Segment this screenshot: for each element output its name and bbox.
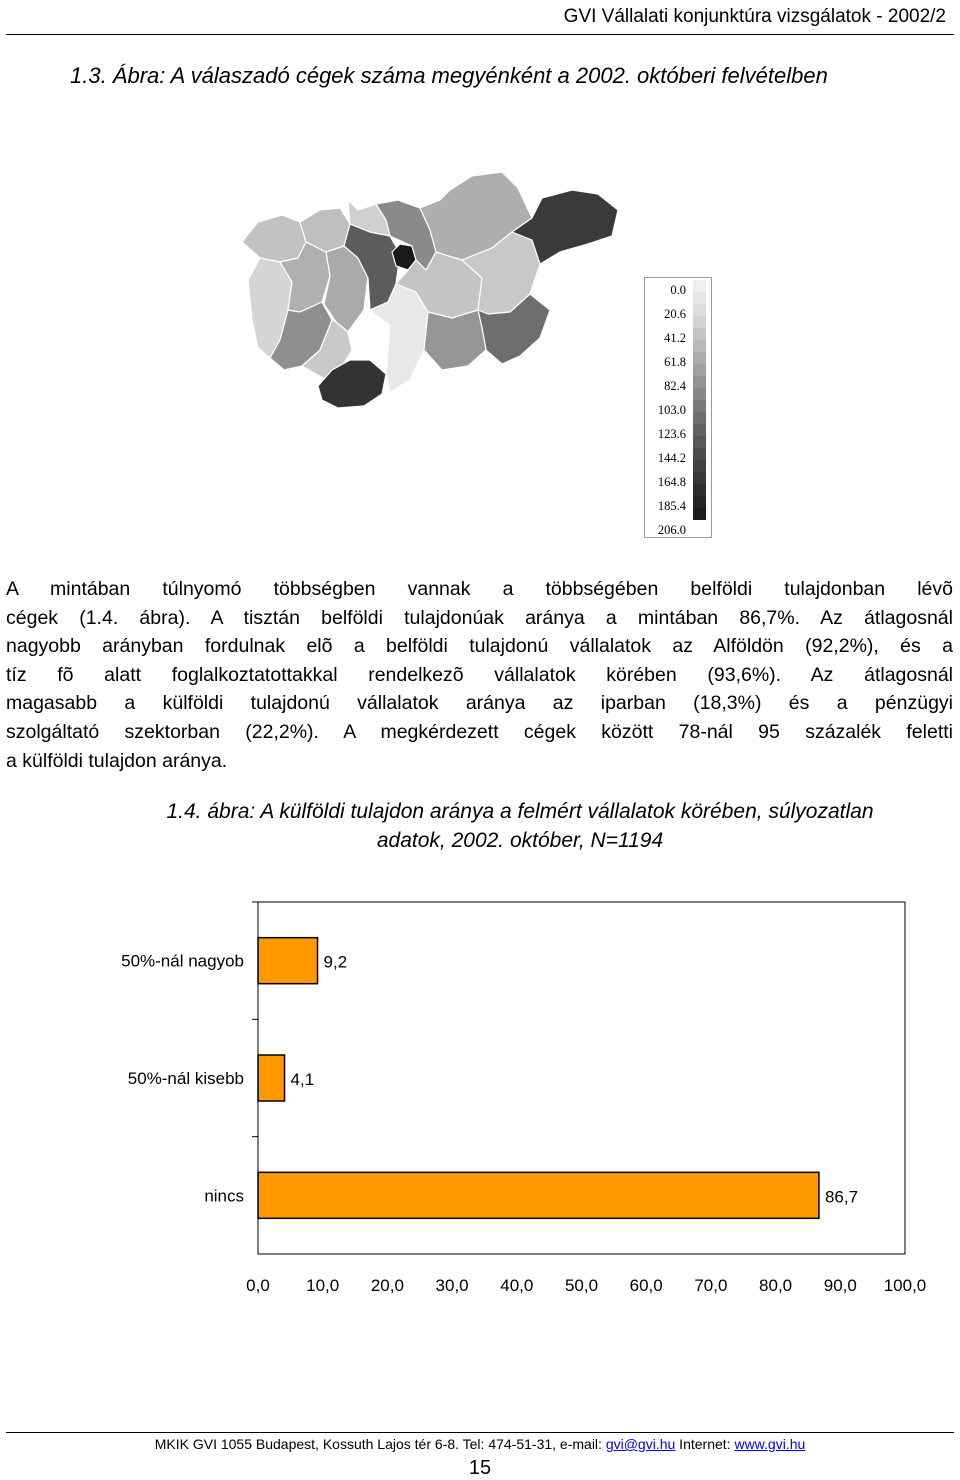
legend-swatch bbox=[693, 352, 706, 364]
paragraph-line: tíz fõ alatt foglalkoztatottakkal rendelkezõ vállalatok körében (93,6%). Az átlagosnál bbox=[6, 663, 953, 686]
map-legend bbox=[644, 277, 712, 538]
legend-swatch bbox=[693, 448, 706, 460]
legend-label: 206.0 bbox=[657, 523, 686, 537]
footer-internet-label: Internet: bbox=[675, 1436, 735, 1452]
legend-label: 41.2 bbox=[664, 331, 686, 345]
legend-swatch bbox=[693, 412, 706, 424]
paragraph-line: szolgáltató szektorban (22,2%). A megkérdezett cégek között 78-nál 95 százalék feletti bbox=[6, 720, 953, 743]
x-tick-label: 0,0 bbox=[246, 1276, 270, 1295]
paragraph-line: a külföldi tulajdon aránya. bbox=[6, 749, 228, 772]
x-tick-label: 20,0 bbox=[370, 1276, 404, 1295]
bar bbox=[258, 1055, 285, 1101]
legend-swatch bbox=[693, 280, 706, 292]
legend-color-ramp bbox=[693, 280, 706, 520]
legend-swatch bbox=[693, 472, 706, 484]
legend-label: 0.0 bbox=[670, 283, 686, 297]
x-tick-label: 100,0 bbox=[883, 1276, 927, 1295]
legend-swatch bbox=[693, 460, 706, 472]
footer-web-link[interactable]: www.gvi.hu bbox=[734, 1436, 806, 1452]
legend-swatch bbox=[693, 424, 706, 436]
legend-label: 185.4 bbox=[657, 499, 686, 513]
footer bbox=[0, 1436, 960, 1452]
x-tick-label: 80,0 bbox=[759, 1276, 793, 1295]
legend-label: 82.4 bbox=[664, 379, 686, 393]
legend-swatch bbox=[693, 292, 706, 304]
paragraph-line: magasabb a külföldi tulajdonú vállalatok aránya az iparban (18,3%) és a pénzügyi bbox=[6, 692, 953, 715]
legend-swatch bbox=[693, 508, 706, 520]
legend-swatch bbox=[693, 304, 706, 316]
legend-labels bbox=[645, 282, 686, 546]
running-header: GVI Vállalati konjunktúra vizsgálatok - 2002/2 bbox=[563, 6, 946, 27]
footer-email-link[interactable]: gvi@gvi.hu bbox=[605, 1436, 676, 1452]
category-label: 50%-nál kisebb bbox=[127, 1069, 244, 1088]
legend-label: 144.2 bbox=[657, 451, 686, 465]
paragraph-line: cégek (1.4. ábra). A tisztán belföldi tulajdonúak aránya a mintában 86,7%. Az átlagosnál bbox=[6, 606, 953, 629]
x-tick-label: 60,0 bbox=[629, 1276, 663, 1295]
county-csongrad bbox=[424, 310, 486, 370]
paragraph-line: A mintában túlnyomó többségben vannak a többségében belföldi tulajdonban lévõ bbox=[6, 578, 953, 600]
legend-label: 61.8 bbox=[664, 355, 686, 369]
data-label: 9,2 bbox=[323, 952, 348, 972]
figure2-title-line1: 1.4. ábra: A külföldi tulajdon aránya a felmért vállalatok körében, súlyozatlan bbox=[166, 800, 874, 823]
hungary-choropleth bbox=[240, 160, 640, 420]
legend-swatch bbox=[693, 328, 706, 340]
data-label: 4,1 bbox=[290, 1070, 315, 1089]
x-tick-label: 40,0 bbox=[500, 1276, 534, 1295]
x-tick-label: 50,0 bbox=[564, 1276, 599, 1295]
bar-chart-container bbox=[0, 880, 960, 1325]
x-tick-label: 10,0 bbox=[306, 1276, 340, 1295]
footer-address: MKIK GVI 1055 Budapest, Kossuth Lajos tér 6-8. Tel: 474-51-31, e-mail: bbox=[154, 1436, 606, 1452]
category-label: 50%-nál nagyob bbox=[121, 951, 244, 971]
legend-swatch bbox=[693, 316, 706, 328]
x-tick-label: 90,0 bbox=[823, 1276, 857, 1295]
county-gyor bbox=[242, 215, 306, 262]
bar bbox=[258, 1172, 819, 1218]
legend-swatch bbox=[693, 496, 706, 508]
figure1-title: 1.3. Ábra: A válaszadó cégek száma megyénként a 2002. októberi felvételben bbox=[70, 63, 828, 88]
legend-swatch bbox=[693, 364, 706, 376]
bar bbox=[258, 938, 318, 984]
county-map bbox=[240, 160, 640, 420]
legend-swatch bbox=[693, 484, 706, 496]
legend-swatch bbox=[693, 400, 706, 412]
figure2-title bbox=[90, 797, 950, 855]
category-label: nincs bbox=[204, 1186, 244, 1206]
figure2-title-line2: adatok, 2002. október, N=1194 bbox=[376, 829, 664, 852]
legend-label: 123.6 bbox=[657, 427, 686, 441]
x-tick-label: 70,0 bbox=[694, 1276, 728, 1295]
legend-swatch bbox=[693, 340, 706, 352]
legend-label: 164.8 bbox=[657, 475, 686, 489]
legend-swatch bbox=[693, 376, 706, 388]
header-rule bbox=[6, 34, 954, 35]
paragraph-line: nagyobb arányban fordulnak elõ a belföldi tulajdonú vállalatok az Alföldön (92,2%), és a bbox=[6, 635, 953, 658]
legend-swatch bbox=[693, 436, 706, 448]
data-label: 86,7 bbox=[824, 1187, 859, 1207]
page-number: 15 bbox=[468, 1457, 492, 1479]
legend-label: 20.6 bbox=[664, 307, 686, 321]
legend-label: 103.0 bbox=[657, 403, 686, 417]
body-paragraph bbox=[6, 575, 953, 775]
legend-swatch bbox=[693, 388, 706, 400]
footer-rule bbox=[6, 1432, 954, 1433]
bar-chart bbox=[0, 880, 960, 1320]
x-tick-label: 30,0 bbox=[435, 1276, 469, 1295]
